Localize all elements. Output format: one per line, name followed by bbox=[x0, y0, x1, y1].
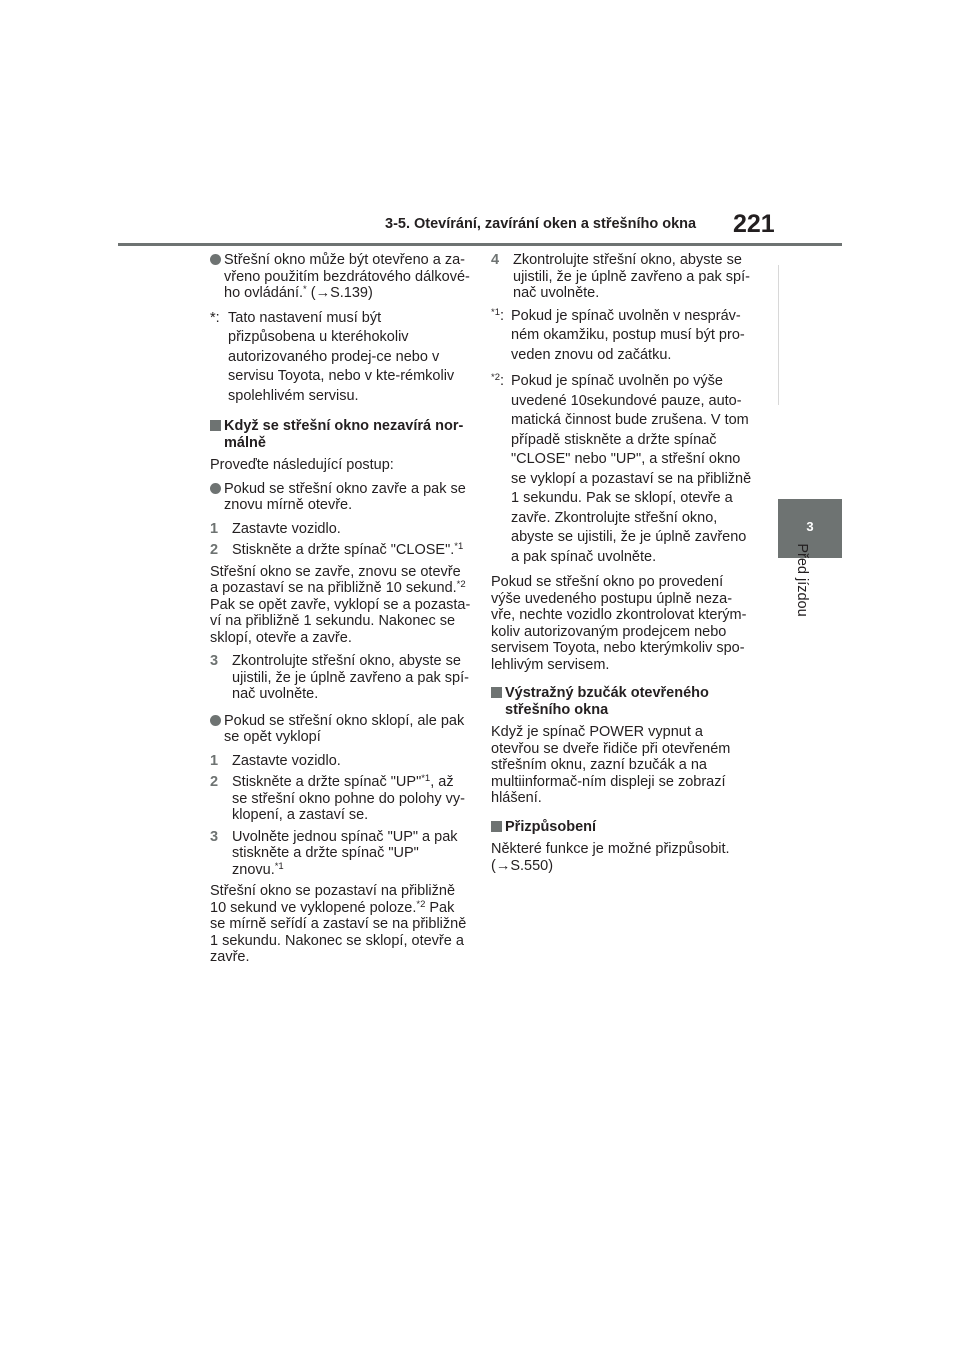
footnote-mark-text: *1 bbox=[491, 306, 500, 318]
footnote-ref: * bbox=[303, 284, 307, 295]
heading-customization bbox=[491, 819, 753, 836]
step-number: 4 bbox=[491, 252, 500, 268]
step-number: 2 bbox=[210, 542, 219, 558]
footnote-mark: *: bbox=[210, 309, 220, 326]
step-text: Zkontrolujte střešní okno, abyste se ujistili, že je úplně zavřeno a pak spí-nač uvolněte. bbox=[232, 653, 469, 702]
customization-paragraph bbox=[491, 841, 753, 874]
case1-step-3 bbox=[210, 653, 472, 703]
footnote-mark: $^{*2}$: bbox=[491, 372, 505, 389]
case2-step-4 bbox=[491, 252, 753, 302]
footnote-ref: *2 bbox=[416, 898, 426, 910]
case2-bullet bbox=[210, 713, 472, 746]
paragraph-text: Střešní okno se zavře, znovu se otevře a pozastaví se na přibližně 10 sekund. bbox=[210, 563, 461, 596]
bullet-dot-icon bbox=[210, 715, 221, 726]
footnote-2 bbox=[491, 372, 753, 567]
step-number: 2 bbox=[210, 774, 219, 790]
intro-footnote bbox=[210, 309, 472, 407]
page-ref[interactable]: (→S.139) bbox=[306, 285, 373, 301]
after-paragraph: Pokud se střešní okno po provedení výše uvedeného postupu úplně neza-vře, nechte vozidlo zkontrolovat kterým-koliv autorizovaným prodejcem nebo servisem Toyota, nebo kterýmkoliv spo-lehlivým servisem. bbox=[491, 574, 747, 673]
step-number: 3 bbox=[210, 653, 219, 669]
footnote-text: Pokud je spínač uvolněn po výše uvedené 10sekundové pauze, auto-matická činnost bude zrušena. V tom případě stiskněte a držte spínač "CLOSE" nebo "UP", a střešní okno se vyklopí a pozastaví se na přibližně 1 sekundu. Pak se sklopí, otevře a zavře. Zkontrolujte střešní okno, abyste se ujistili, že je úplně zavřeno a pak spínač uvolněte. bbox=[511, 373, 752, 565]
case2-paragraph bbox=[210, 883, 472, 966]
step-text: Uvolněte jednou spínač "UP" a pak stiskněte a držte spínač "UP" znovu. bbox=[232, 828, 458, 878]
case1-step-1 bbox=[210, 521, 472, 538]
right-column bbox=[491, 252, 753, 881]
case1-paragraph bbox=[210, 564, 472, 647]
customization-text: Některé funkce je možné přizpůsobit. bbox=[491, 841, 730, 857]
case1-bullet-text: Pokud se střešní okno zavře a pak se znovu mírně otevře. bbox=[224, 480, 466, 513]
step-text: Stiskněte a držte spínač "CLOSE". bbox=[232, 542, 455, 558]
footnote-mark: $^{*1}$: bbox=[491, 306, 505, 324]
step-text: , až se střešní okno pohne do polohy vy-klopení, a zastaví se. bbox=[232, 774, 465, 823]
page-ref[interactable]: (→S.550) bbox=[491, 857, 554, 874]
footnote-text: Pokud je spínač uvolněn v nespráv-ném okamžiku, postup musí být pro-veden znovu od začátku. bbox=[511, 307, 745, 363]
footnote-ref: *1 bbox=[421, 773, 431, 784]
heading-square-icon bbox=[491, 687, 502, 698]
bullet-dot-icon bbox=[210, 254, 221, 265]
chapter-tab-number: 3 bbox=[806, 519, 814, 534]
heading-square-icon bbox=[210, 420, 221, 431]
intro-bullet bbox=[210, 252, 472, 302]
case2-step-2 bbox=[210, 774, 472, 824]
buzzer-paragraph: Když je spínač POWER vypnut a otevřou se dveře řidiče při otevřeném střešním oknu, zazní bzučák a na multiinformač-ním displeji se zobrazí hlášení. bbox=[491, 724, 731, 806]
header-rule bbox=[118, 243, 842, 246]
footnote-1 bbox=[491, 307, 753, 366]
heading-buzzer-text: Výstražný bzučák otevřeného střešního okna bbox=[505, 685, 709, 718]
paragraph-text: Pak se mírně seřídí a zastaví se na přibližně 1 sekundu. Nakonec se sklopí, otevře a zavře. bbox=[210, 899, 467, 965]
case1-step-2 bbox=[210, 542, 472, 559]
heading-customization-text: Přizpůsobení bbox=[505, 818, 597, 835]
case1-bullet bbox=[210, 481, 472, 514]
chapter-tab-label: Před jízdou bbox=[794, 543, 810, 617]
case2-bullet-text: Pokud se střešní okno sklopí, ale pak se opět vyklopí bbox=[224, 712, 465, 745]
step-text: Stiskněte a držte spínač "UP" bbox=[232, 774, 422, 790]
heading-abnormal-text: Když se střešní okno nezavírá nor-málně bbox=[224, 418, 464, 451]
bullet-dot-icon bbox=[210, 483, 221, 494]
step-text: Zastavte vozidlo. bbox=[232, 752, 341, 769]
side-divider bbox=[778, 265, 842, 405]
heading-square-icon bbox=[491, 821, 502, 832]
page-number: 221 bbox=[733, 210, 775, 238]
chapter-tab[interactable] bbox=[778, 499, 842, 558]
procedure-intro: Proveďte následující postup: bbox=[210, 457, 394, 473]
footnote-mark-text: *2 bbox=[491, 372, 500, 383]
footnote-ref: *1 bbox=[274, 860, 284, 872]
section-title: 3-5. Otevírání, zavírání oken a střešního okna bbox=[385, 216, 697, 232]
step-text: Zkontrolujte střešní okno, abyste se ujistili, že je úplně zavřeno a pak spí-nač uvolněte. bbox=[513, 252, 750, 301]
footnote-ref: *2 bbox=[456, 579, 466, 590]
intro-bullet-text: Střešní okno může být otevřeno a za-vřeno použitím bezdrátového dálkové-ho ovládání. bbox=[224, 252, 470, 301]
paragraph-text: Střešní okno se pozastaví na přibližně 10 sekund ve vyklopené poloze. bbox=[210, 883, 456, 916]
paragraph-text: Pak se opět zavře, vyklopí se a pozasta-ví na přibližně 1 sekundu. Nakonec se sklopí, otevře a zavře. bbox=[210, 596, 471, 646]
footnote-ref: *1 bbox=[454, 541, 464, 552]
step-number: 1 bbox=[210, 752, 219, 769]
step-number: 1 bbox=[210, 520, 219, 537]
case2-step-1 bbox=[210, 753, 472, 770]
footnote-text: Tato nastavení musí být přizpůsobena u kteréhokoliv autorizovaného prodej-ce nebo v servisu Toyota, nebo v kte-rémkoliv spolehlivém servisu. bbox=[228, 309, 455, 404]
case2-step-3 bbox=[210, 829, 472, 879]
heading-buzzer bbox=[491, 685, 753, 718]
step-text: Zastavte vozidlo. bbox=[232, 520, 341, 537]
heading-abnormal bbox=[210, 418, 472, 451]
left-column bbox=[210, 252, 472, 973]
step-number: 3 bbox=[210, 828, 219, 845]
